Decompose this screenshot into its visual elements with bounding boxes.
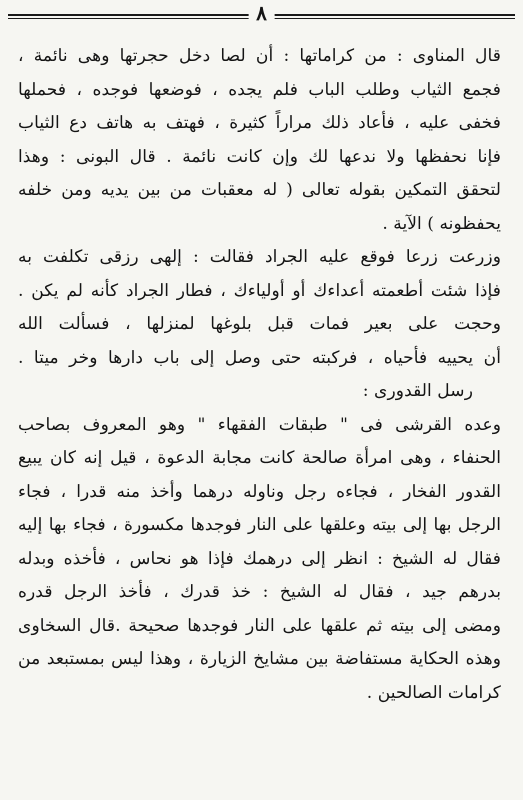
text-line: وحجت على بعير فمات قبل بلوغها لمنزلها ، فسألت الله (18, 314, 501, 334)
text-line: فإنا نحفظها ولا ندعها لك وإن كانت نائمة . قال البونى : وهذا (18, 146, 501, 167)
text-line: فقال له الشيخ : انظر إلى درهمك فإذا هو نحاس ، فأخذه وبدله (18, 548, 501, 569)
page-header (8, 1, 515, 26)
text-line: كرامات الصالحين . (366, 682, 501, 703)
body-text (18, 40, 501, 710)
text-line: الرجل بها إلى بيته وعلقها على النار فوجدها مكسورة ، فجاء بها إليه (18, 515, 501, 535)
text-line: أن يحييه فأحياه ، فركبته حتى وصل إلى باب دارها وخر ميتا . (18, 347, 501, 368)
text-line: القدور الفخار ، فجاءه رجل وناوله درهما وأخذ منه قدرا ، فجاء (18, 481, 501, 502)
text-line: يحفظونه ) الآية . (382, 213, 501, 234)
text-line: وعده القرشى فى " طبقات الفقهاء " وهو المعروف بصاحب (18, 414, 501, 435)
text-line: فخفى عليه ، فأعاد ذلك مراراً كثيرة ، فهتف به هاتف دع الثياب (18, 113, 501, 133)
text-line: وزرعت زرعا فوقع عليه الجراد فقالت : إلهى رزقى تكلفت به (18, 247, 501, 267)
text-line: فجمع الثياب وطلب الباب فلم يجده ، فوضعها فوجده ، فحملها (18, 79, 501, 100)
text-line: بدرهم جيد ، فقال له الشيخ : خذ قدرك ، فأخذ الرجل قدره (18, 582, 501, 602)
text-line: لتحقق التمكين بقوله تعالى ( له معقبات من بين يديه ومن خلفه (18, 180, 501, 200)
text-line: فإذا شئت أطعمته أعداءك أو أولياءك ، فطار الجراد كأنه لم يكن . (18, 280, 501, 301)
page-number: ٨ (248, 2, 275, 24)
text-line: الحنفاء ، وهى امرأة صالحة كانت مجابة الدعوة ، قيل إنه كان يبيع (18, 448, 501, 468)
text-line: ومضى إلى بيته ثم علقها على النار فوجدها صحيحة .قال السخاوى (18, 615, 501, 636)
section-heading: رسل القدورى : (362, 381, 473, 401)
text-line: وهذه الحكاية مستفاضة بين مشايخ الزيارة ، وهذا ليس بمستبعد من (18, 649, 501, 669)
text-line: قال المناوى : من كراماتها : أن لصا دخل حجرتها وهى نائمة ، (18, 46, 501, 66)
